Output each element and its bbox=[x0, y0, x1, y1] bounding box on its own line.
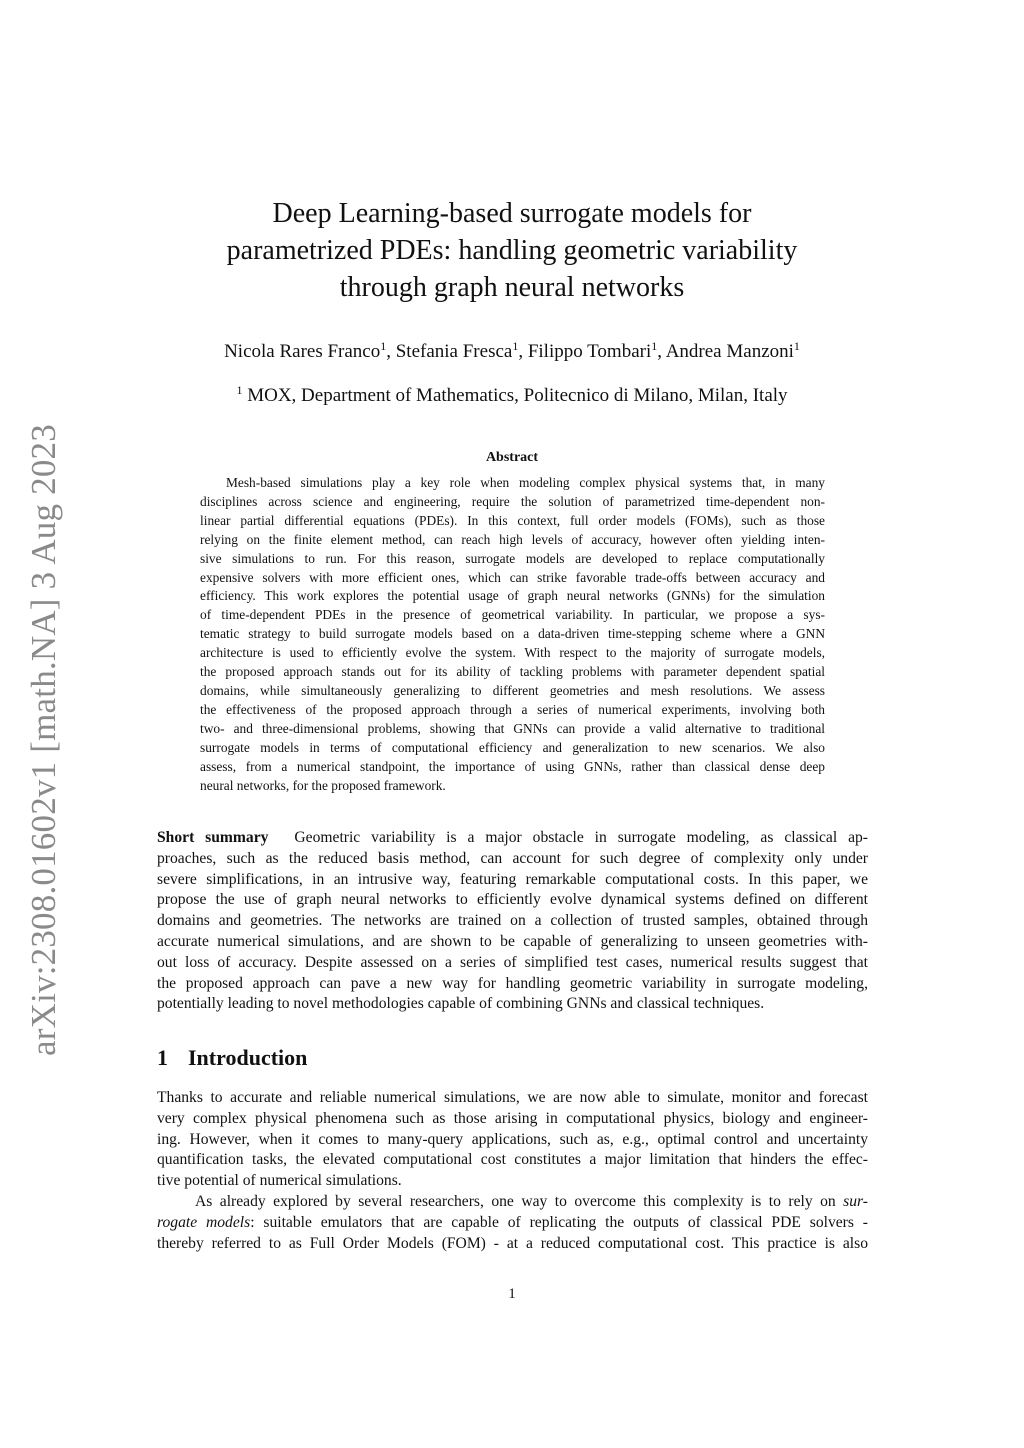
summary-line: domains and geometries. The networks are trained on a collection of trusted samples, obtained through bbox=[157, 912, 868, 930]
author-name: Stefania Fresca bbox=[395, 341, 513, 362]
affiliation-mark: 1 bbox=[651, 339, 658, 353]
abstract-heading: Abstract bbox=[485, 450, 539, 465]
summary-line: accurate numerical simulations, and are shown to be capable of generalizing to unseen geometries with- bbox=[157, 932, 868, 950]
author-list bbox=[140, 340, 884, 364]
summary-line: out loss of accuracy. Despite assessed on a series of simplified test cases, numerical results suggest that bbox=[157, 953, 868, 971]
abstract-line: architecture is used to efficiently evolve the system. With respect to the majority of surrogate models, bbox=[200, 645, 825, 661]
intro-paragraph-2 bbox=[157, 1192, 868, 1254]
summary-label: Short summary bbox=[157, 829, 269, 846]
page-number: 1 bbox=[508, 1286, 516, 1302]
author-name: Nicola Rares Franco bbox=[224, 341, 381, 362]
abstract-line: surrogate models in terms of computational efficiency and generalization to new scenarios. We also bbox=[200, 739, 825, 755]
title-line: Deep Learning-based surrogate models for bbox=[272, 198, 752, 229]
author-name: Filippo Tombari bbox=[527, 341, 652, 362]
abstract-line: tematic strategy to build surrogate models based on a data-driven time-stepping scheme where a GNN bbox=[200, 626, 825, 642]
author-separator: , bbox=[518, 341, 528, 362]
section-title: Introduction bbox=[188, 1045, 308, 1070]
author-name: Andrea Manzoni bbox=[665, 341, 794, 362]
paragraph-line bbox=[157, 1213, 868, 1234]
summary-line: proaches, such as the reduced basis method, can account for such degree of complexity only under bbox=[157, 849, 868, 867]
paper-title bbox=[150, 195, 874, 306]
paragraph-line bbox=[157, 1192, 868, 1213]
emphasis-text: sur- bbox=[843, 1193, 868, 1210]
title-line: parametrized PDEs: handling geometric variability bbox=[226, 235, 798, 266]
abstract-line: disciplines across science and engineering, require the solution of parametrized time-dependent non- bbox=[200, 493, 825, 509]
author-separator: , bbox=[386, 341, 396, 362]
abstract-line: two- and three-dimensional problems, showing that GNNs can provide a valid alternative to traditional bbox=[200, 720, 825, 736]
abstract-line: relying on the finite element method, can reach high levels of accuracy, however often yielding inten- bbox=[200, 531, 825, 547]
abstract-line: of time-dependent PDEs in the presence of geometrical variability. In particular, we propose a sys- bbox=[200, 607, 825, 623]
abstract-line: Mesh-based simulations play a key role when modeling complex physical systems that, in many bbox=[226, 475, 825, 490]
paragraph-line: tive potential of numerical simulations. bbox=[157, 1172, 402, 1190]
arxiv-identifier: arXiv:2308.01602v1 [math.NA] 3 Aug 2023 bbox=[24, 424, 63, 1056]
affiliation-text: MOX, Department of Mathematics, Politecnico di Milano, Milan, Italy bbox=[242, 385, 788, 406]
abstract-line: expensive solvers with more efficient ones, which can strike favorable trade-offs between accuracy and bbox=[200, 569, 825, 585]
title-line: through graph neural networks bbox=[339, 272, 685, 303]
summary-line: propose the use of graph neural networks to efficiently evolve dynamical systems defined on different bbox=[157, 891, 868, 909]
section-number: 1 bbox=[157, 1045, 168, 1070]
abstract-line: assess, from a numerical standpoint, the importance of using GNNs, rather than classical dense deep bbox=[200, 758, 825, 774]
summary-line-text: Geometric variability is a major obstacle in surrogate modeling, as classical ap- bbox=[294, 829, 868, 846]
paragraph-text: : suitable emulators that are capable of replicating the outputs of classical PDE solvers - bbox=[250, 1213, 868, 1231]
paragraph-line: Thanks to accurate and reliable numerical simulations, we are now able to simulate, monitor and forecast bbox=[157, 1089, 868, 1106]
summary-line: potentially leading to novel methodologies capable of combining GNNs and classical techniques. bbox=[157, 995, 765, 1013]
abstract-line: efficiency. This work explores the potential usage of graph neural networks (GNNs) for the simulation bbox=[200, 588, 825, 604]
affiliation-mark: 1 bbox=[793, 339, 800, 353]
section-heading-introduction bbox=[157, 1045, 307, 1071]
paragraph-text: As already explored by several researchers, one way to overcome this complexity is to rely on bbox=[195, 1193, 844, 1210]
affiliation bbox=[140, 384, 884, 408]
abstract-line: sive simulations to run. For this reason, surrogate models are developed to replace computationally bbox=[200, 550, 825, 566]
abstract-text bbox=[200, 474, 825, 795]
emphasis-text: rogate models bbox=[157, 1213, 251, 1231]
abstract-line: linear partial differential equations (PDEs). In this context, full order models (FOMs), such as those bbox=[200, 512, 825, 528]
affiliation-mark: 1 bbox=[380, 339, 387, 353]
paragraph-line: thereby referred to as Full Order Models (FOM) - at a reduced computational cost. This practice is also bbox=[157, 1234, 868, 1252]
paragraph-line: ing. However, when it comes to many-query applications, such as, e.g., optimal control and uncertainty bbox=[157, 1130, 868, 1148]
intro-paragraph-1 bbox=[157, 1088, 868, 1192]
summary-line bbox=[157, 828, 868, 849]
abstract-line: the proposed approach stands out for its ability of tackling problems with parameter dependent spatial bbox=[200, 664, 825, 680]
summary-line: the proposed approach can pave a new way for handling geometric variability in surrogate modeling, bbox=[157, 974, 868, 992]
paragraph-line: quantification tasks, the elevated computational cost constitutes a major limitation that hinders the effec- bbox=[157, 1151, 868, 1169]
affiliation-mark: 1 bbox=[236, 383, 243, 397]
affiliation-mark: 1 bbox=[512, 339, 519, 353]
abstract-line: domains, while simultaneously generalizing to different geometries and mesh resolutions. We assess bbox=[200, 682, 825, 698]
paragraph-line: very complex physical phenomena such as those arising in computational physics, biology and engineer- bbox=[157, 1109, 868, 1127]
author-separator: , bbox=[657, 341, 666, 362]
short-summary bbox=[157, 828, 868, 1015]
summary-line: severe simplifications, in an intrusive way, featuring remarkable computational costs. In this paper, we bbox=[157, 870, 868, 888]
abstract-line: the effectiveness of the proposed approach through a series of numerical experiments, involving both bbox=[200, 701, 825, 717]
abstract-line: neural networks, for the proposed framework. bbox=[200, 777, 446, 793]
